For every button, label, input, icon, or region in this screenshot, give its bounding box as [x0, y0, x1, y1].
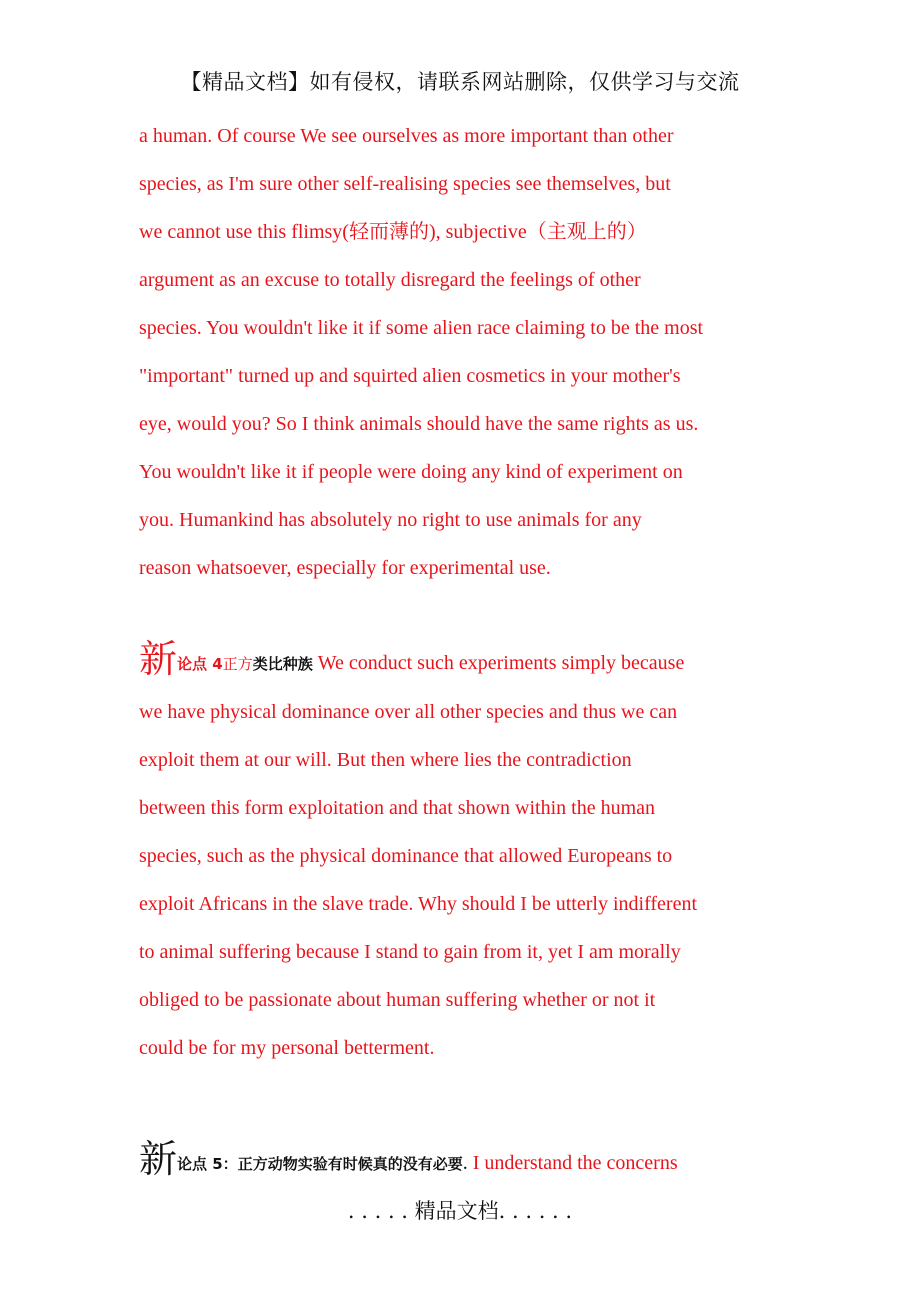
new-mark: 新	[139, 637, 178, 681]
paragraph-line: exploit them at our will. But then where lies the contradiction	[139, 749, 632, 771]
argument-point-4	[139, 630, 799, 1072]
paragraph-line: "important" turned up and squirted alien cosmetics in your mother's	[139, 365, 681, 387]
page-header: 【精品文档】如有侵权，请联系网站删除，仅供学习与交流	[180, 70, 740, 94]
paragraph-line: we cannot use this flimsy(轻而薄的), subjective（主观上的）	[139, 221, 647, 243]
point-5-first-line-text: I understand the concerns	[467, 1152, 678, 1174]
point-4-label: 论点 4	[177, 655, 223, 673]
paragraph-line: you. Humankind has absolutely no right to use animals for any	[139, 509, 642, 531]
point-5-period: .	[462, 1152, 468, 1174]
paragraph-line: species. You wouldn't like it if some alien race claiming to be the most	[139, 317, 704, 339]
paragraph-line: exploit Africans in the slave trade. Why should I be utterly indifferent	[139, 893, 697, 915]
argument-point-5	[139, 1130, 819, 1188]
paragraph-line: You wouldn't like it if people were doing any kind of experiment on	[139, 461, 683, 483]
point-4-first-line-text: We conduct such experiments simply because	[317, 652, 685, 674]
new-mark: 新	[139, 1137, 178, 1181]
paragraph-line: could be for my personal betterment.	[139, 1037, 435, 1059]
point-5-topic: 正方动物实验有时候真的没有必要	[237, 1155, 463, 1173]
paragraph-line: obliged to be passionate about human suffering whether or not it	[139, 989, 656, 1011]
paragraph-line: we have physical dominance over all other species and thus we can	[139, 701, 678, 723]
point-4-side: 正方	[222, 655, 253, 673]
paragraph-line: between this form exploitation and that shown within the human	[139, 797, 656, 819]
page-footer: . . . . . 精品文档. . . . . .	[347, 1199, 573, 1223]
paragraph-line: a human. Of course We see ourselves as more important than other	[139, 125, 674, 147]
paragraph-line: reason whatsoever, especially for experimental use.	[139, 557, 551, 579]
paragraph-line: argument as an excuse to totally disregard the feelings of other	[139, 269, 641, 291]
paragraph-line: eye, would you? So I think animals should have the same rights as us.	[139, 413, 699, 435]
paragraph-line: to animal suffering because I stand to gain from it, yet I am morally	[139, 941, 681, 963]
point-4-topic: 类比种族	[252, 655, 313, 673]
point-4-heading-line	[139, 630, 799, 688]
paragraph-line: species, as I'm sure other self-realising species see themselves, but	[139, 173, 671, 195]
paragraph-line: species, such as the physical dominance that allowed Europeans to	[139, 845, 673, 867]
point-5-heading-line	[139, 1130, 819, 1188]
point-5-label: 论点 5：	[177, 1155, 238, 1173]
paragraph-1	[139, 112, 799, 592]
